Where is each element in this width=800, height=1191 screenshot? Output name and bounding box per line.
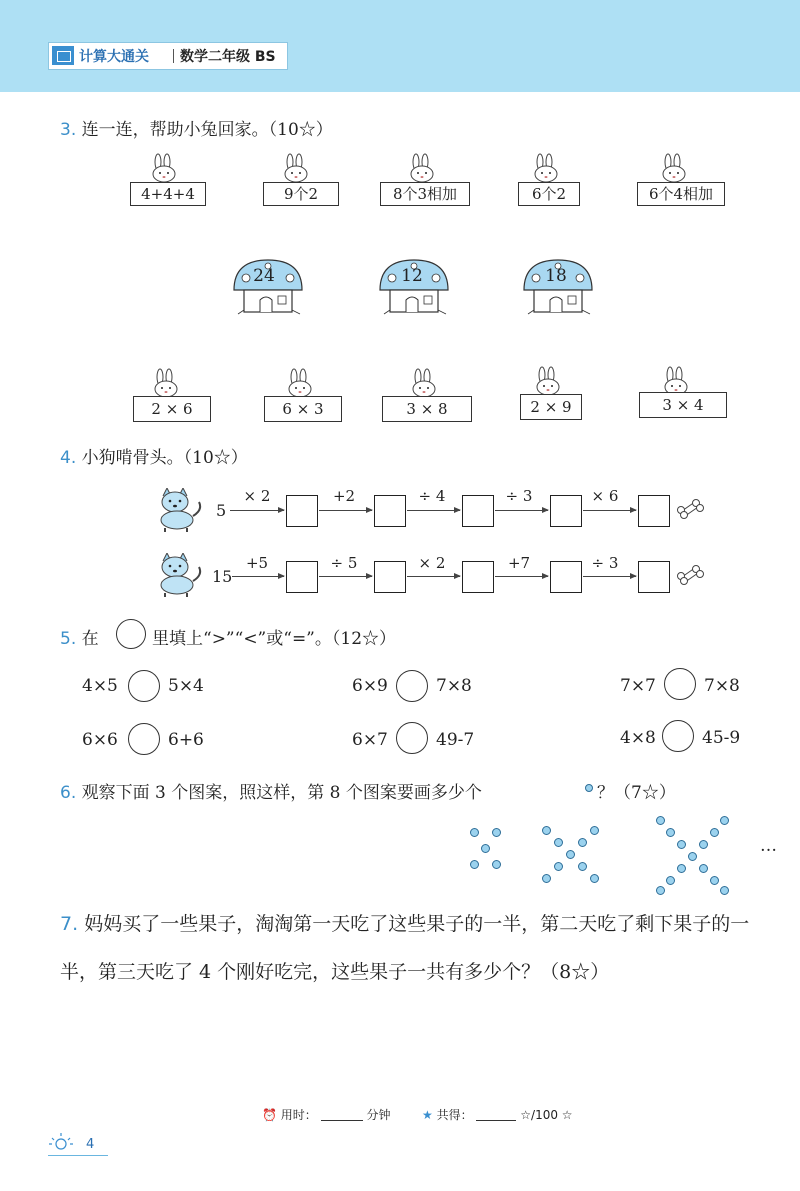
row1-op-1: × 2 [243, 487, 271, 505]
dot-icon [542, 874, 551, 883]
arrow-icon [583, 576, 636, 577]
house-number-3: 18 [545, 266, 567, 286]
question-4-number: 4. [60, 448, 77, 468]
dot-icon [470, 828, 479, 837]
page-underline [48, 1155, 108, 1156]
arrow-icon [230, 510, 284, 511]
arrow-icon [495, 510, 548, 511]
sun-swirl-icon [46, 1130, 76, 1154]
header-title-box [48, 42, 288, 70]
answer-box[interactable] [638, 495, 670, 527]
answer-box[interactable] [286, 561, 318, 593]
row2-op-4: +7 [507, 554, 531, 572]
dot-icon [710, 828, 719, 837]
row1-start: 5 [216, 501, 227, 520]
footer-time-unit: 分钟 [366, 1108, 391, 1122]
question-6-text-after: ？（7☆） [597, 783, 676, 803]
arrow-icon [319, 576, 372, 577]
arrow-icon [319, 510, 372, 511]
dot-icon [590, 826, 599, 835]
compare-left-6: 4×8 [620, 728, 656, 748]
dot-icon [699, 864, 708, 873]
question-3-number: 3. [60, 120, 77, 140]
circle-icon [116, 619, 146, 649]
compare-right-5: 49-7 [436, 730, 475, 750]
answer-box[interactable] [374, 561, 406, 593]
bunny-icon [278, 153, 314, 183]
dot-icon [720, 816, 729, 825]
score-blank[interactable] [476, 1108, 516, 1121]
dot-icon [710, 876, 719, 885]
footer-time-label: 用时： [280, 1108, 317, 1122]
compare-right-1: 5×4 [168, 676, 204, 696]
answer-box[interactable] [462, 561, 494, 593]
bottom-card-1: 2 × 6 [133, 396, 211, 422]
header-separator [173, 49, 174, 63]
bottom-card-2: 6 × 3 [264, 396, 342, 422]
arrow-icon [407, 576, 460, 577]
bottom-card-5: 3 × 4 [639, 392, 727, 418]
dot-icon [590, 874, 599, 883]
pattern-ellipsis: … [760, 836, 777, 856]
answer-box[interactable] [550, 495, 582, 527]
compare-circle[interactable] [662, 720, 694, 752]
dot-icon [666, 828, 675, 837]
compare-right-2: 7×8 [436, 676, 472, 696]
dot-icon [677, 840, 686, 849]
dot-icon [542, 826, 551, 835]
bunny-icon [282, 368, 318, 398]
arrow-icon [232, 576, 284, 577]
arrow-icon [407, 510, 460, 511]
question-3-title [60, 115, 333, 140]
bottom-card-3: 3 × 8 [382, 396, 472, 422]
row1-op-3: ÷ 4 [418, 487, 446, 505]
bunny-icon [406, 368, 442, 398]
question-3-text: 连一连，帮助小兔回家。（10☆） [81, 120, 333, 140]
top-card-5: 6个4相加 [637, 182, 725, 206]
compare-left-3: 7×7 [620, 676, 656, 696]
dot-icon [720, 886, 729, 895]
house-number-1: 24 [253, 266, 275, 286]
row1-op-5: × 6 [591, 487, 619, 505]
footer-time [262, 1106, 390, 1123]
compare-right-6: 45-9 [702, 728, 741, 748]
top-card-4: 6个2 [518, 182, 580, 206]
question-5-number: 5. [60, 629, 77, 649]
row2-op-1: +5 [245, 554, 269, 572]
dot-icon [470, 860, 479, 869]
top-card-2: 9个2 [263, 182, 339, 206]
answer-box[interactable] [374, 495, 406, 527]
dot-icon [554, 838, 563, 847]
dot-icon [677, 864, 686, 873]
compare-circle[interactable] [128, 723, 160, 755]
dot-icon [656, 886, 665, 895]
answer-box[interactable] [550, 561, 582, 593]
compare-circle[interactable] [664, 668, 696, 700]
top-card-1: 4+4+4 [130, 182, 206, 206]
dot-icon [656, 816, 665, 825]
compare-right-4: 6+6 [168, 730, 204, 750]
row1-op-2: +2 [332, 487, 356, 505]
top-card-3: 8个3相加 [380, 182, 470, 206]
question-4-title [60, 443, 248, 468]
row1-op-4: ÷ 3 [505, 487, 533, 505]
bunny-icon [146, 153, 182, 183]
time-blank[interactable] [321, 1108, 363, 1121]
question-6-number: 6. [60, 783, 77, 803]
dot-icon [585, 784, 593, 792]
row2-op-3: × 2 [418, 554, 446, 572]
bunny-icon [404, 153, 440, 183]
bunny-icon [530, 366, 566, 396]
dot-icon [699, 840, 708, 849]
compare-left-5: 6×7 [352, 730, 388, 750]
compare-left-2: 6×9 [352, 676, 388, 696]
bunny-icon [656, 153, 692, 183]
dot-icon [666, 876, 675, 885]
star-icon: ★ [422, 1108, 433, 1122]
dot-icon [578, 838, 587, 847]
answer-box[interactable] [638, 561, 670, 593]
page-number: 4 [86, 1137, 95, 1152]
header-brand: 计算大通关 [79, 49, 149, 65]
dot-icon [492, 860, 501, 869]
dot-icon [481, 844, 490, 853]
clock-icon: ⏰ [262, 1108, 277, 1122]
compare-left-4: 6×6 [82, 730, 118, 750]
answer-box[interactable] [286, 495, 318, 527]
question-6-text-before: 观察下面 3 个图案，照这样，第 8 个图案要画多少个 [81, 783, 482, 803]
dog-icon [156, 553, 208, 599]
question-7 [60, 900, 760, 996]
bunny-icon [148, 368, 184, 398]
compare-circle[interactable] [128, 670, 160, 702]
dot-icon [554, 862, 563, 871]
bottom-card-4: 2 × 9 [520, 394, 582, 420]
compare-circle[interactable] [396, 670, 428, 702]
book-icon [52, 46, 74, 65]
bone-icon [676, 563, 706, 589]
header-subtitle: 数学二年级 BS [180, 49, 276, 65]
footer-score-suffix: ☆/100 ☆ [520, 1108, 573, 1122]
question-7-number: 7. [60, 913, 79, 935]
arrow-icon [583, 510, 636, 511]
footer-score-label: 共得： [436, 1108, 473, 1122]
question-5-text-before: 在 [81, 629, 99, 649]
question-5-text-after: 里填上“>”“<”或“=”。（12☆） [152, 629, 397, 649]
question-7-text: 妈妈买了一些果子，淘淘第一天吃了这些果子的一半，第二天吃了剩下果子的一半，第三天吃了 4 个刚好吃完，这些果子一共有多少个？（8☆） [60, 913, 750, 983]
dot-icon [566, 850, 575, 859]
compare-circle[interactable] [396, 722, 428, 754]
compare-right-3: 7×8 [704, 676, 740, 696]
dot-icon [688, 852, 697, 861]
answer-box[interactable] [462, 495, 494, 527]
house-number-2: 12 [401, 266, 423, 286]
question-5-title [60, 624, 99, 649]
dot-icon [578, 862, 587, 871]
compare-left-1: 4×5 [82, 676, 118, 696]
footer-score [422, 1106, 573, 1123]
bone-icon [676, 497, 706, 523]
row2-op-2: ÷ 5 [330, 554, 358, 572]
dot-icon [492, 828, 501, 837]
bunny-icon [528, 153, 564, 183]
row2-op-5: ÷ 3 [591, 554, 619, 572]
question-6-title [60, 778, 482, 803]
dog-icon [156, 488, 208, 534]
row2-start: 15 [212, 567, 233, 586]
arrow-icon [495, 576, 548, 577]
question-4-text: 小狗啃骨头。（10☆） [81, 448, 248, 468]
